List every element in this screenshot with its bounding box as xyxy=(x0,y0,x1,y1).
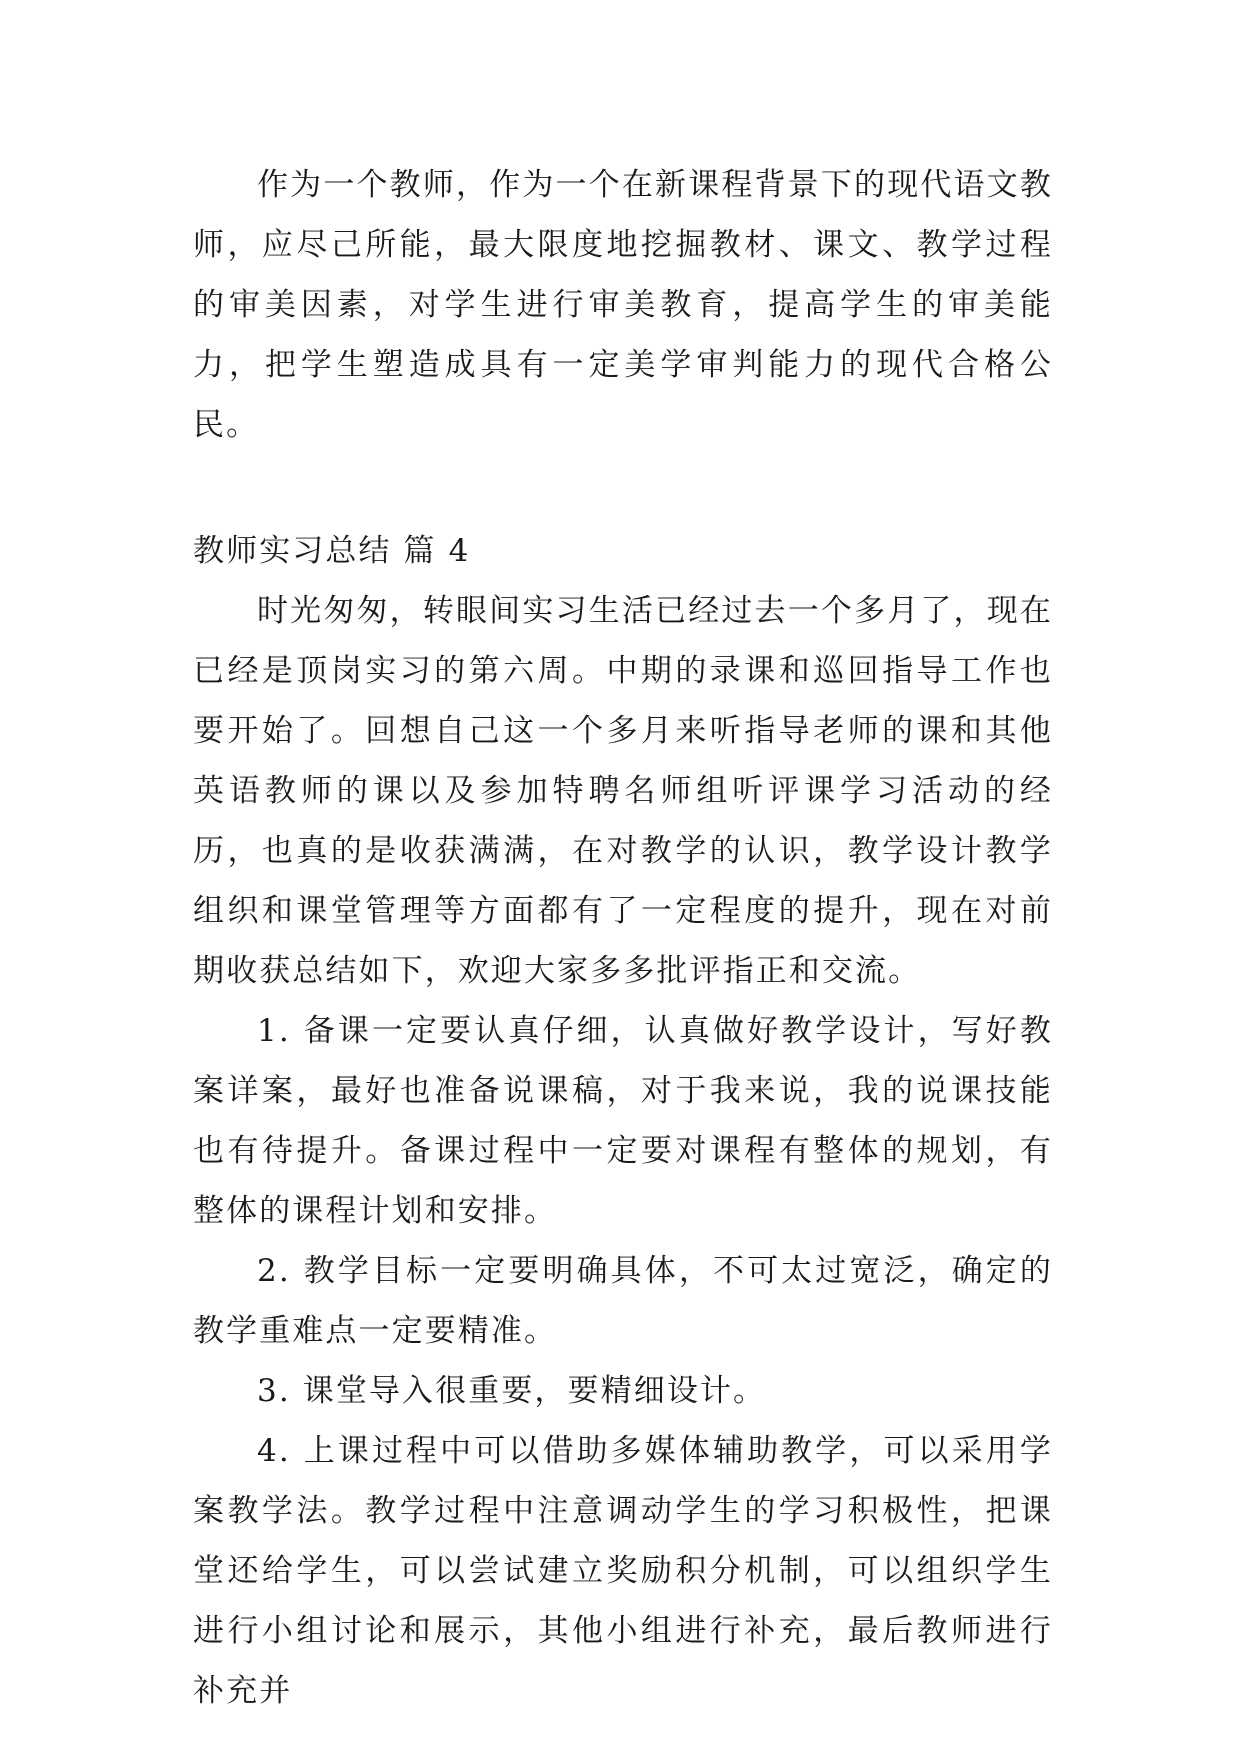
list-item-1: 1. 备课一定要认真仔细，认真做好教学设计，写好教案详案，最好也准备说课稿，对于我来说，我的说课技能也有待提升。备课过程中一定要对课程有整体的规划，有整体的课程计划和安排。 xyxy=(193,1013,1053,1229)
list-item-2: 2. 教学目标一定要明确具体，不可太过宽泛，确定的教学重难点一定要精准。 xyxy=(193,1253,1053,1349)
list-item-3: 3. 课堂导入很重要，要精细设计。 xyxy=(257,1373,767,1409)
body-paragraph-1: 时光匆匆，转眼间实习生活已经过去一个多月了，现在已经是顶岗实习的第六周。中期的录课和巡回指导工作也要开始了。回想自己这一个多月来听指导老师的课和其他英语教师的课以及参加特聘名师组听评课学习活动的经历，也真的是收获满满，在对教学的认识，教学设计教学组织和课堂管理等方面都有了一定程度的提升，现在对前期收获总结如下，欢迎大家多多批评指正和交流。 xyxy=(193,593,1053,989)
intro-paragraph: 作为一个教师，作为一个在新课程背景下的现代语文教师，应尽己所能，最大限度地挖掘教材、课文、教学过程的审美因素，对学生进行审美教育，提高学生的审美能力，把学生塑造成具有一定美学审判能力的现代合格公民。 xyxy=(193,167,1053,443)
document-page xyxy=(193,155,1053,1721)
list-item-4: 4. 上课过程中可以借助多媒体辅助教学，可以采用学案教学法。教学过程中注意调动学生的学习积极性，把课堂还给学生，可以尝试建立奖励积分机制，可以组织学生进行小组讨论和展示，其他小组进行补充，最后教师进行补充并 xyxy=(193,1433,1053,1709)
section-heading: 教师实习总结 篇 4 xyxy=(193,533,471,569)
